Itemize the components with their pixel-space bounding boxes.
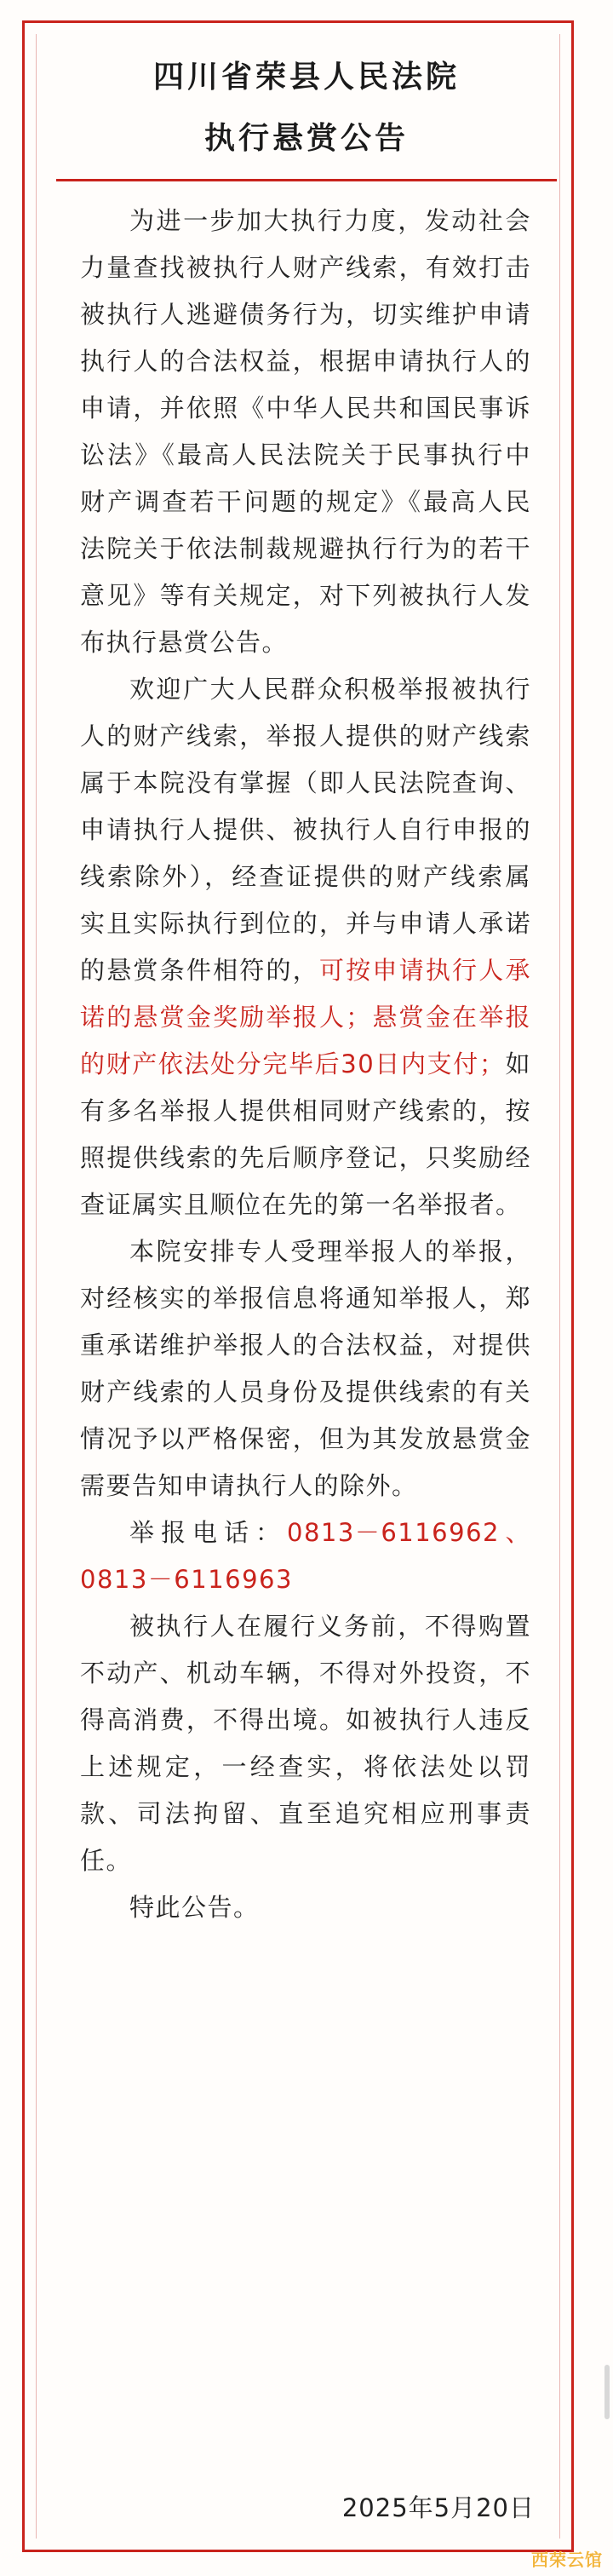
notice-date: 2025年5月20日	[341, 2493, 535, 2522]
paragraph-intro: 为进一步加大执行力度，发动社会力量查找被执行人财产线索，有效打击被执行人逃避债务行为，切实维护申请执行人的合法权益，根据申请执行人的申请，并依照《中华人民共和国民事诉讼法》《最高人民法院关于民事执行中财产调查若干问题的规定》《最高人民法院关于依法制裁规避执行行为的若干意见》等有关规定，对下列被执行人发布执行悬赏公告。	[80, 206, 531, 657]
paragraph-reward	[80, 666, 531, 1228]
watermark-logo: 西荣云馆	[531, 2550, 603, 2570]
phone-label: 举报电话：	[129, 1518, 288, 1547]
reward-text-end: 如有多名举报人提供相同财产线索的，按照提供线索的先后顺序登记，只奖励经查证属实且顺位在先的第一名举报者。	[80, 1049, 531, 1219]
scrollbar-thumb[interactable]	[604, 2365, 610, 2419]
reward-text-start: 欢迎广大人民群众积极举报被执行人的财产线索，举报人提供的财产线索属于本院没有掌握（即人民法院查询、申请执行人提供、被执行人自行申报的线索除外），经查证提供的财产线索属实且实际执行到位的，并与申请人承诺的悬赏条件相符的，	[80, 675, 531, 985]
paragraph-phone	[80, 1509, 531, 1603]
title-divider	[56, 179, 557, 181]
court-name-title: 四川省荣县人民法院	[152, 60, 460, 95]
notice-title: 执行悬赏公告	[203, 121, 409, 156]
reward-highlight: 可按申请执行人承诺的悬赏金奖励举报人；悬赏金在举报的财产依法处分完毕后30日内支付；	[80, 956, 531, 1078]
phone-numbers[interactable]: 0813－6116962、0813－6116963	[80, 1518, 531, 1594]
paragraph-closing: 特此公告。	[129, 1893, 260, 1922]
notice-body	[80, 198, 531, 1931]
paragraph-restrictions: 被执行人在履行义务前，不得购置不动产、机动车辆，不得对外投资，不得高消费，不得出境。如被执行人违反上述规定，一经查实，将依法处以罚款、司法拘留、直至追究相应刑事责任。	[80, 1612, 531, 1875]
paragraph-confidentiality: 本院安排专人受理举报人的举报，对经核实的举报信息将通知举报人，郑重承诺维护举报人的合法权益，对提供财产线索的人员身份及提供线索的有关情况予以严格保密，但为其发放悬赏金需要告知申请执行人的除外。	[80, 1237, 531, 1500]
